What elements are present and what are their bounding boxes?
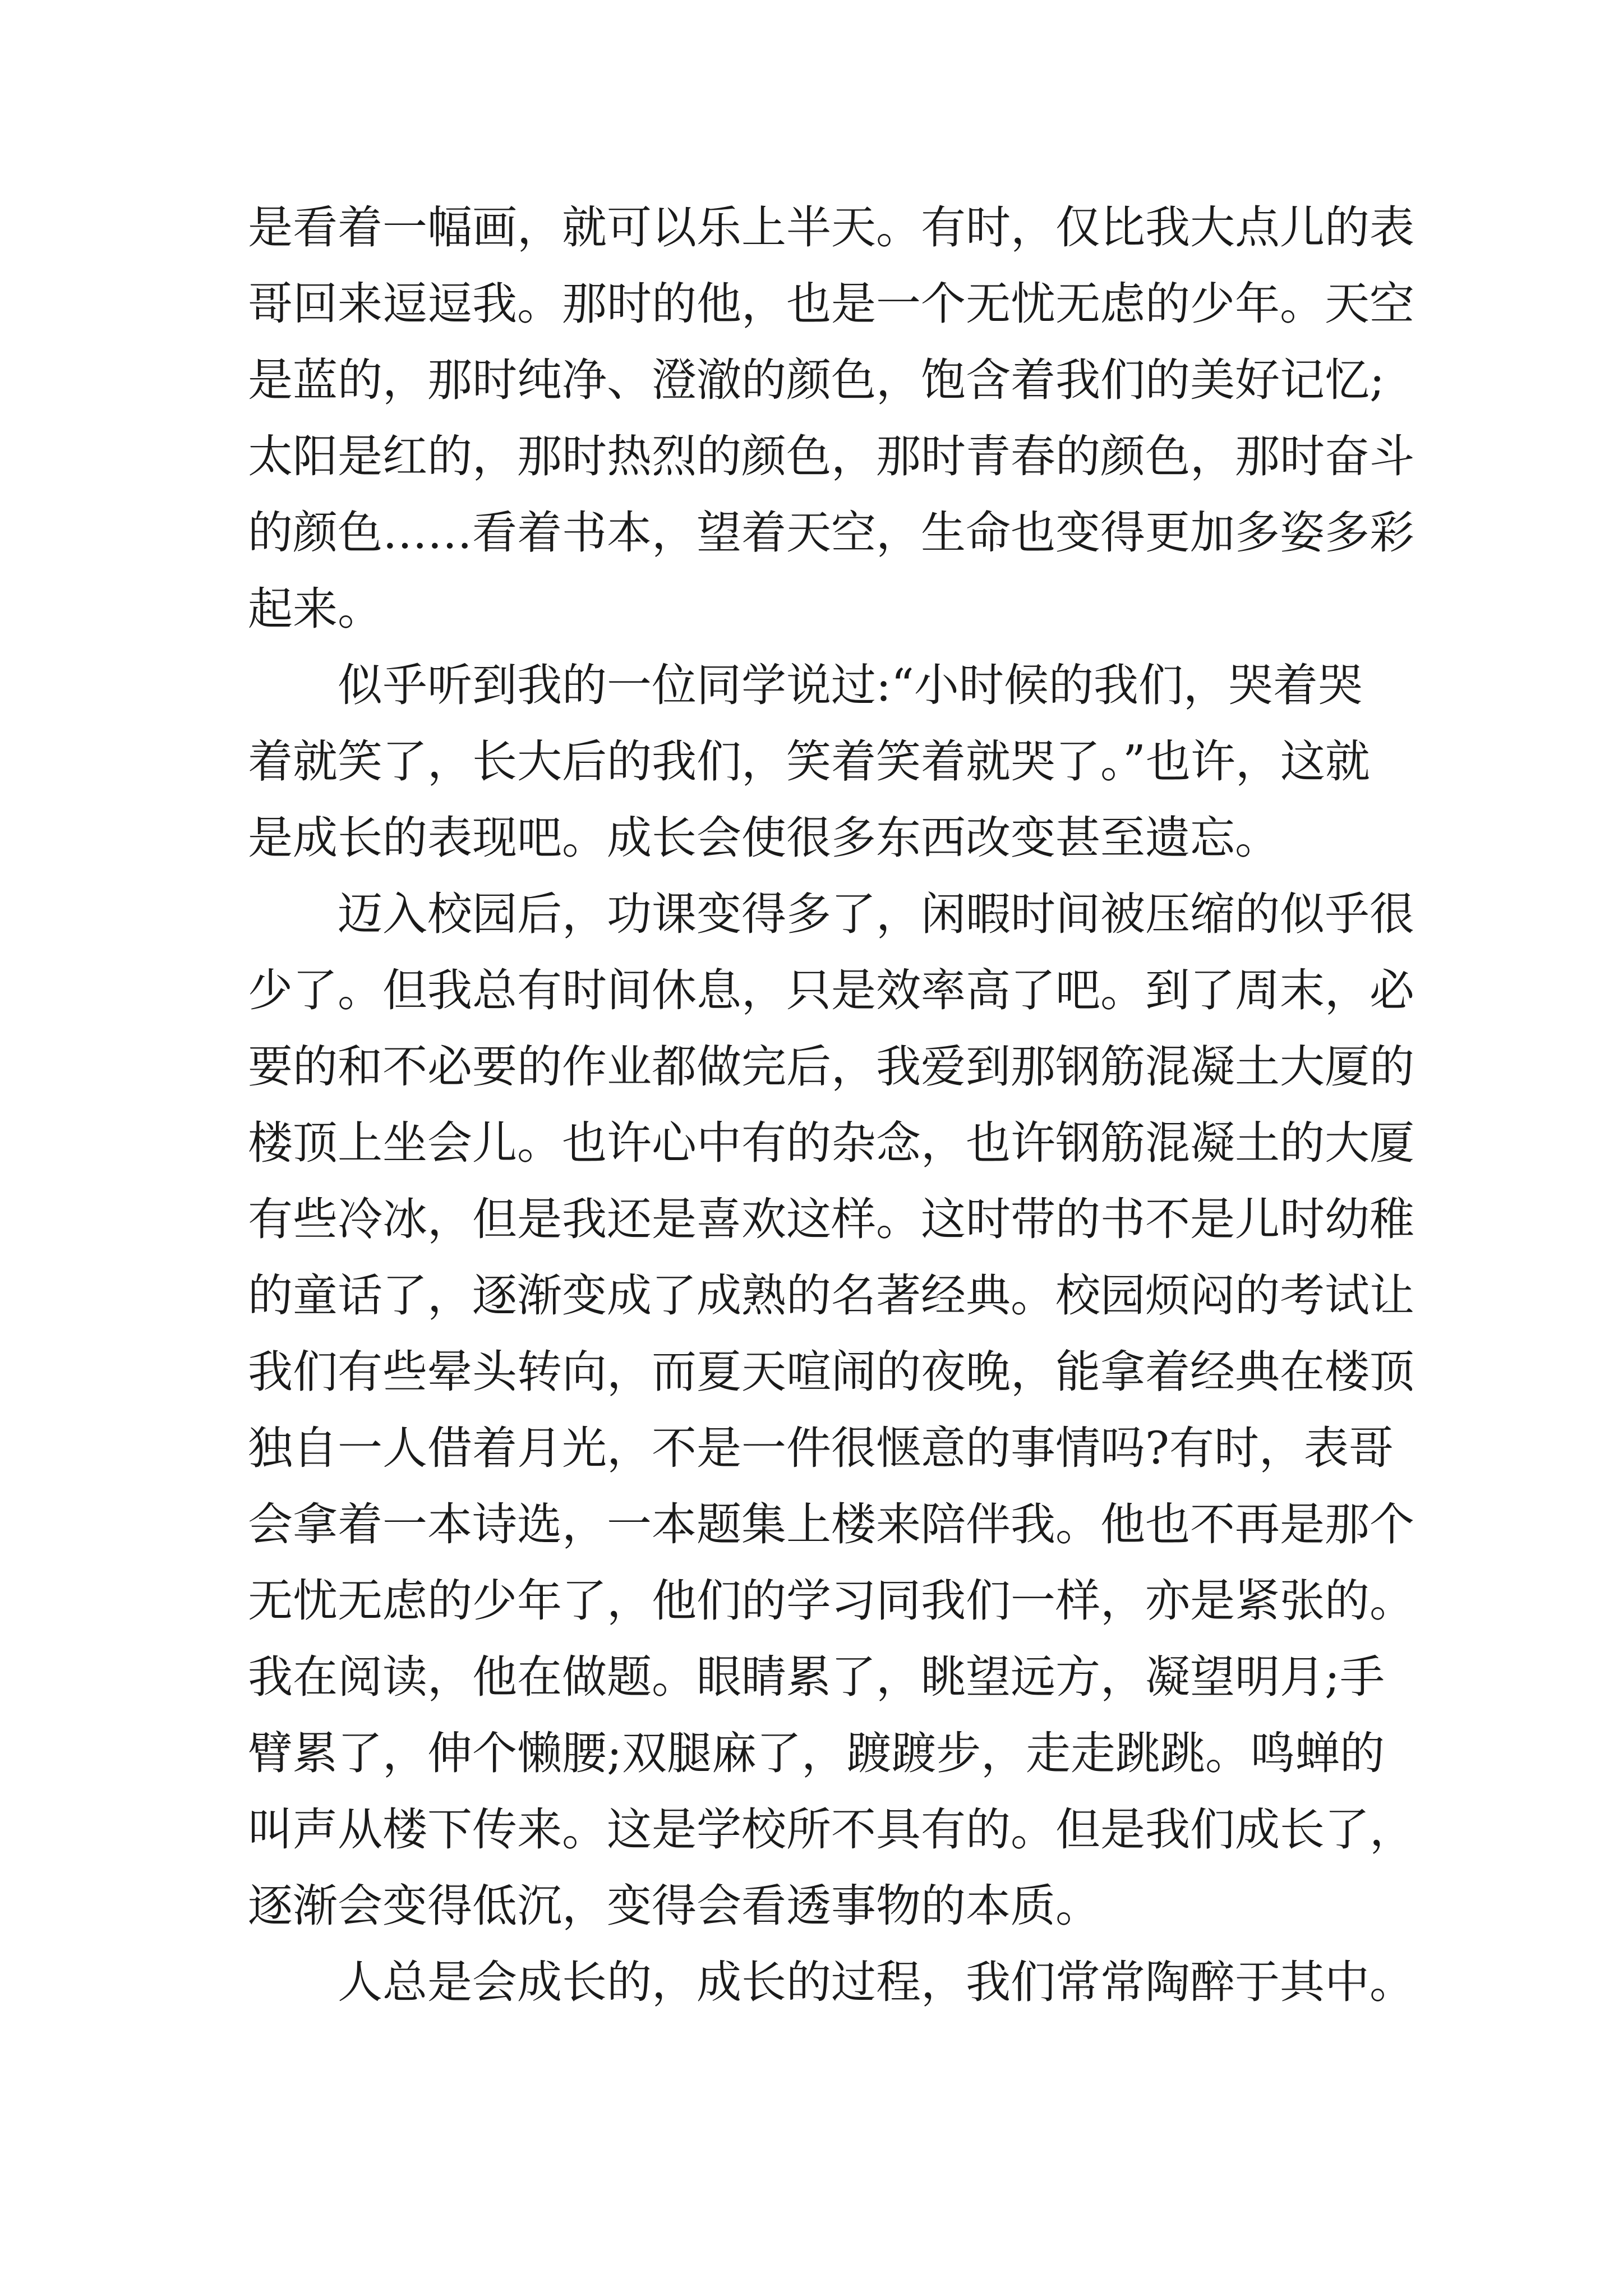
text-line: 逐渐会变得低沉，变得会看透事物的本质。 (248, 1880, 1100, 1932)
text-line: 叫声从楼下传来。这是学校所不具有的。但是我们成长了， (248, 1803, 1414, 1856)
text-line: 是蓝的，那时纯净、澄澈的颜色，饱含着我们的美好记忆; (248, 354, 1385, 406)
text-line: 是成长的表现吧。成长会使很多东西改变甚至遗忘。 (248, 812, 1280, 864)
text-line: 少了。但我总有时间休息，只是效率高了吧。到了周末，必 (248, 964, 1414, 1016)
text-line: 的颜色……看着书本，望着天空，生命也变得更加多姿多彩 (248, 507, 1414, 559)
text-line: 的童话了，逐渐变成了成熟的名著经典。校园烦闷的考试让 (248, 1269, 1414, 1322)
text-line: 要的和不必要的作业都做完后，我爱到那钢筋混凝土大厦的 (248, 1041, 1414, 1093)
text-line: 是看着一幅画，就可以乐上半天。有时，仅比我大点儿的表 (248, 201, 1414, 254)
text-line: 我在阅读，他在做题。眼睛累了，眺望远方，凝望明月;手 (248, 1651, 1385, 1703)
text-line: 楼顶上坐会儿。也许心中有的杂念，也许钢筋混凝土的大厦 (248, 1117, 1414, 1169)
text-line: 有些冷冰，但是我还是喜欢这样。这时带的书不是儿时幼稚 (248, 1193, 1414, 1245)
text-line: 人总是会成长的，成长的过程，我们常常陶醉于其中。 (248, 1956, 1414, 2008)
text-line: 似乎听到我的一位同学说过:“小时候的我们，哭着哭 (248, 659, 1363, 711)
text-line: 独自一人借着月光，不是一件很惬意的事情吗?有时，表哥 (248, 1422, 1394, 1474)
text-line: 会拿着一本诗选，一本题集上楼来陪伴我。他也不再是那个 (248, 1498, 1414, 1550)
text-line: 无忧无虑的少年了，他们的学习同我们一样，亦是紧张的。 (248, 1575, 1414, 1627)
text-line: 迈入校园后，功课变得多了，闲暇时间被压缩的似乎很 (248, 888, 1414, 940)
text-line: 太阳是红的，那时热烈的颜色，那时青春的颜色，那时奋斗 (248, 430, 1414, 482)
text-line: 我们有些晕头转向，而夏天喧闹的夜晚，能拿着经典在楼顶 (248, 1346, 1414, 1398)
text-line: 哥回来逗逗我。那时的他，也是一个无忧无虑的少年。天空 (248, 278, 1414, 330)
text-line: 起来。 (248, 583, 382, 635)
text-line: 臂累了，伸个懒腰;双腿麻了，踱踱步，走走跳跳。鸣蝉的 (248, 1727, 1385, 1779)
text-line: 着就笑了，长大后的我们，笑着笑着就哭了。”也许，这就 (248, 735, 1370, 788)
